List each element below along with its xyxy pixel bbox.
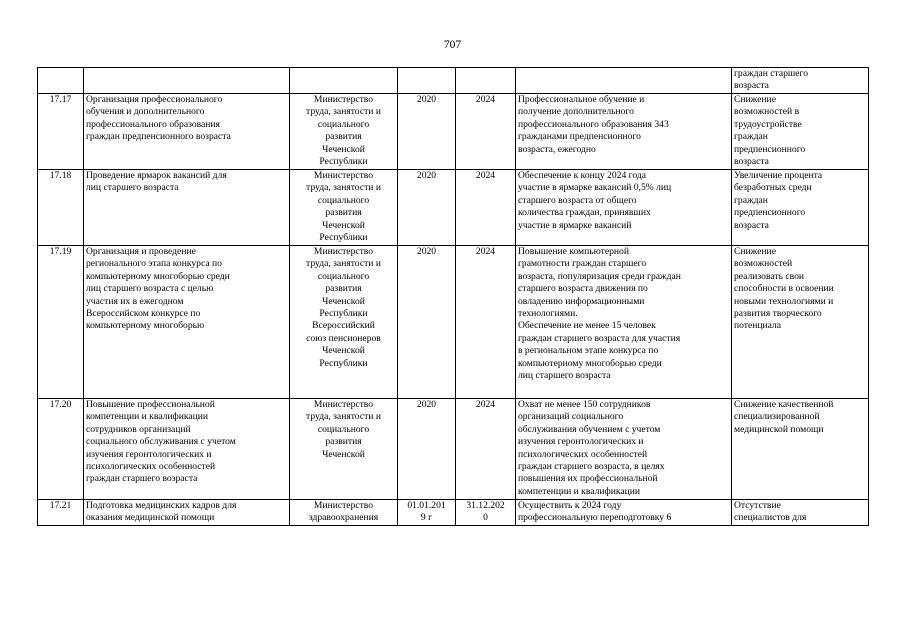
cell-consequence: Снижение качественной специализированной медицинской помощи (732, 399, 869, 500)
table-row (38, 500, 869, 526)
cell-responsible: Министерство здравоохранения (290, 500, 398, 526)
cell-expected-result (516, 68, 732, 94)
cell-measure-name: Организация и проведение регионального этапа конкурса по компьютерному многоборью среди лиц старшего возраста с целью участия их в ежегодном Всероссийском конкурсе по компьютерному многоборью (84, 246, 290, 399)
cell-number: 17.17 (38, 94, 84, 170)
cell-start-date: 2020 (398, 399, 456, 500)
cell-number: 17.20 (38, 399, 84, 500)
cell-consequence: Увеличение процента безработных среди граждан предпенсионного возраста (732, 170, 869, 246)
cell-consequence: Снижение возможностей реализовать свои способности в освоении новыми технологиями и развития творческого потенциала (732, 246, 869, 399)
page-number: 707 (443, 39, 462, 51)
cell-end-date: 2024 (456, 246, 516, 399)
cell-end-date (456, 68, 516, 94)
cell-responsible (290, 68, 398, 94)
cell-start-date: 01.01.201 9 г (398, 500, 456, 526)
measures-table (37, 67, 869, 526)
table-row (38, 68, 869, 94)
cell-measure-name: Проведение ярмарок вакансий для лиц старшего возраста (84, 170, 290, 246)
cell-start-date: 2020 (398, 94, 456, 170)
cell-consequence: граждан старшего возраста (732, 68, 869, 94)
cell-consequence: Отсутствие специалистов для (732, 500, 869, 526)
cell-measure-name: Повышение профессиональной компетенции и квалификации сотрудников организаций социального обслуживания с учетом изучения геронтологических и психологических особенностей граждан старшего возраста (84, 399, 290, 500)
cell-responsible: Министерство труда, занятости и социального развития Чеченской Республики (290, 170, 398, 246)
table-row (38, 246, 869, 399)
cell-number: 17.21 (38, 500, 84, 526)
cell-number: 17.18 (38, 170, 84, 246)
cell-start-date (398, 68, 456, 94)
cell-responsible: Министерство труда, занятости и социального развития Чеченской (290, 399, 398, 500)
table-row (38, 94, 869, 170)
cell-expected-result: Охват не менее 150 сотрудников организаций социального обслуживания обучением с учетом изучения геронтологических и психологических особенностей граждан старшего возраста, в целях повышения их профессиональной компетенции и квалификации (516, 399, 732, 500)
cell-number (38, 68, 84, 94)
cell-end-date: 2024 (456, 170, 516, 246)
cell-measure-name (84, 68, 290, 94)
cell-responsible: Министерство труда, занятости и социального развития Чеченской Республики Всероссийский союз пенсионеров Чеченской Республики (290, 246, 398, 399)
cell-responsible: Министерство труда, занятости и социального развития Чеченской Республики (290, 94, 398, 170)
table-row (38, 170, 869, 246)
cell-expected-result: Профессиональное обучение и получение дополнительного профессионального образования 343 гражданами предпенсионного возраста, ежегодно (516, 94, 732, 170)
cell-end-date: 31.12.202 0 (456, 500, 516, 526)
cell-number: 17.19 (38, 246, 84, 399)
cell-measure-name: Подготовка медицинских кадров для оказания медицинской помощи (84, 500, 290, 526)
cell-start-date: 2020 (398, 170, 456, 246)
cell-expected-result: Осуществить к 2024 году профессиональную переподготовку 6 (516, 500, 732, 526)
cell-consequence: Снижение возможностей в трудоустройстве граждан предпенсионного возраста (732, 94, 869, 170)
cell-end-date: 2024 (456, 94, 516, 170)
cell-end-date: 2024 (456, 399, 516, 500)
cell-start-date: 2020 (398, 246, 456, 399)
cell-expected-result: Повышение компьютерной грамотности граждан старшего возраста, популяризация среди граждан старшего возраста движения по овладению информационными технологиями. Обеспечение не менее 15 человек граждан старшего возраста для участия в региональном этапе конкурса по компьютерному многоборью среди лиц старшего возраста (516, 246, 732, 399)
cell-measure-name: Организация профессионального обучения и дополнительного профессионального образования граждан предпенсионного возраста (84, 94, 290, 170)
table-row (38, 399, 869, 500)
cell-expected-result: Обеспечение к концу 2024 года участие в ярмарке вакансий 0,5% лиц старшего возраста от общего количества граждан, принявших участие в ярмарке вакансий (516, 170, 732, 246)
